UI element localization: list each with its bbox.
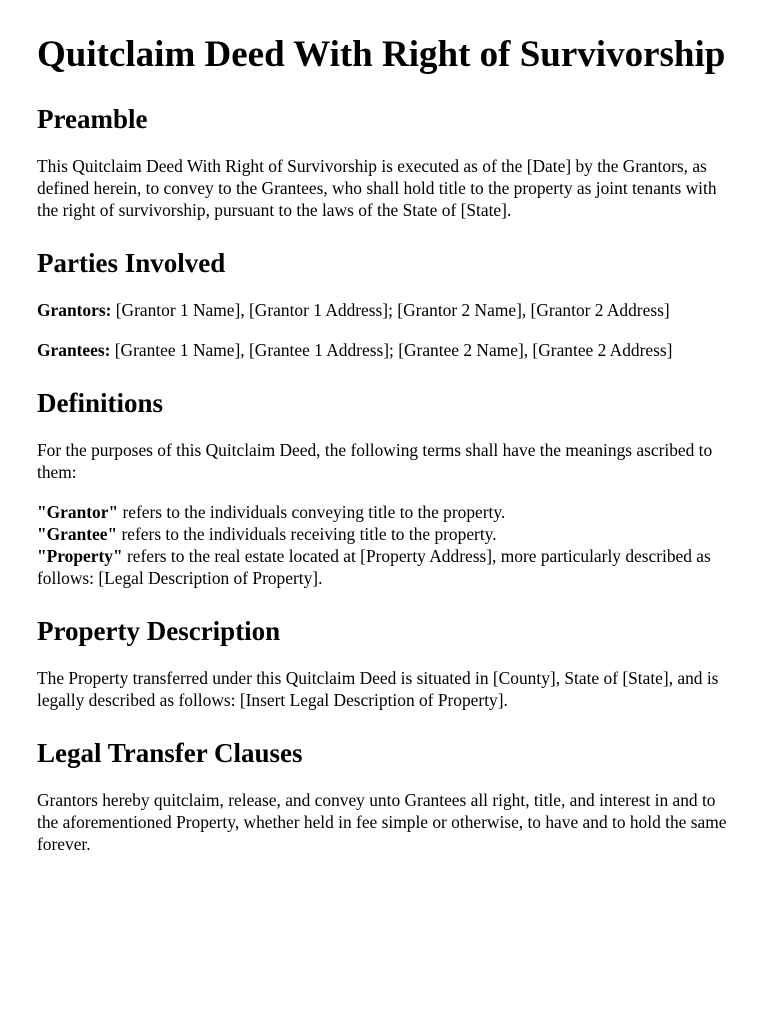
section-heading-property-description: Property Description (37, 616, 281, 646)
preamble-text: This Quitclaim Deed With Right of Survivorship is executed as of the [Date] by the Grantors, as defined herein, to convey to the Grantees, who shall hold title to the property as joint tenants with the right of survivorship, pursuant to the laws of the State of [State]. (37, 156, 717, 220)
section-preamble (37, 103, 734, 221)
section-heading-legal-transfer: Legal Transfer Clauses (37, 738, 303, 768)
section-heading-preamble: Preamble (37, 104, 148, 134)
definition-text: refers to the individuals conveying title to the property. (118, 502, 506, 522)
section-parties (37, 247, 734, 361)
section-property-description (37, 615, 734, 711)
grantees-label: Grantees: (37, 340, 111, 360)
property-description-text: The Property transferred under this Quitclaim Deed is situated in [County], State of [State], and is legally described as follows: [Insert Legal Description of Property]. (37, 668, 719, 710)
grantees-paragraph (37, 339, 734, 361)
definition-text: refers to the real estate located at [Property Address], more particularly described as follows: [Legal Description of Property]. (37, 546, 711, 588)
definition-text: refers to the individuals receiving title to the property. (117, 524, 497, 544)
definition-item-grantor (37, 501, 734, 523)
grantors-label: Grantors: (37, 300, 112, 320)
document-title: Quitclaim Deed With Right of Survivorship (37, 34, 726, 75)
section-legal-transfer (37, 737, 734, 855)
definition-item-property (37, 545, 734, 589)
section-heading-parties: Parties Involved (37, 248, 226, 278)
grantors-paragraph (37, 299, 734, 321)
section-heading-definitions: Definitions (37, 388, 164, 418)
definition-term: "Property" (37, 546, 123, 566)
definition-term: "Grantee" (37, 524, 118, 544)
definition-item-grantee (37, 523, 734, 545)
grantees-text: [Grantee 1 Name], [Grantee 1 Address]; [Grantee 2 Name], [Grantee 2 Address] (110, 340, 673, 360)
definitions-list (37, 501, 734, 589)
section-definitions (37, 387, 734, 589)
definition-term: "Grantor" (37, 502, 119, 522)
definitions-intro: For the purposes of this Quitclaim Deed, the following terms shall have the meanings ascribed to them: (37, 440, 713, 482)
grantors-text: [Grantor 1 Name], [Grantor 1 Address]; [Grantor 2 Name], [Grantor 2 Address] (111, 300, 670, 320)
legal-transfer-text: Grantors hereby quitclaim, release, and convey unto Grantees all right, title, and interest in and to the aforementioned Property, whether held in fee simple or otherwise, to have and to hold the same forever. (37, 790, 727, 854)
